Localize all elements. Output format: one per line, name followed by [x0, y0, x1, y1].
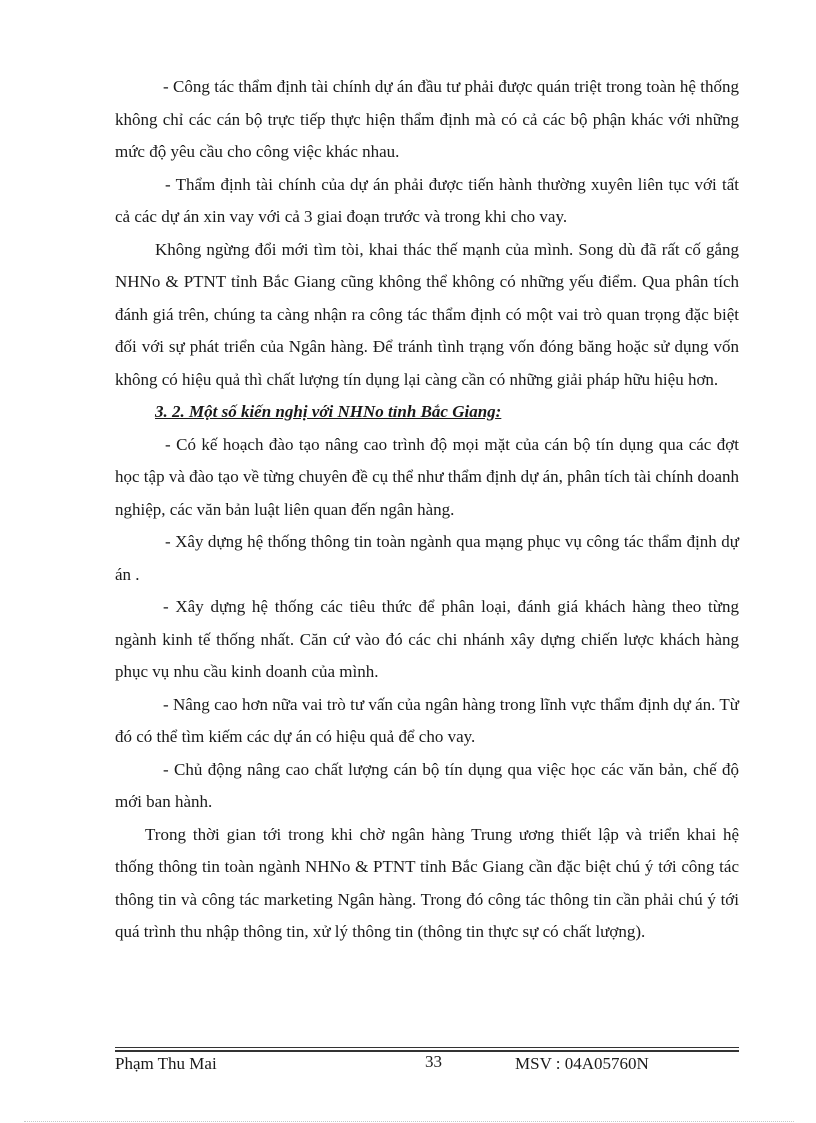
paragraph-appraisal-scope: - Công tác thẩm định tài chính dự án đầu tư phải được quán triệt trong toàn hệ thống không chỉ các cán bộ trực tiếp thực hiện thẩm định mà có cả các bộ phận khác với những mức độ yêu cầu cho công việc khác nhau. — [115, 77, 739, 161]
section-heading: 3. 2. Một số kiến nghị với NHNo tỉnh Bắc Giang: — [155, 402, 502, 421]
closing-paragraph: Trong thời gian tới trong khi chờ ngân hàng Trung ương thiết lập và triển khai hệ thống thông tin toàn ngành NHNo & PTNT tỉnh Bắc Giang cần đặc biệt chú ý tới công tác thông tin và công tác marketing Ngân hàng. Trong đó công tác thông tin cần phải chú ý tới quá trình thu nhập thông tin, xử lý thông tin (thông tin thực sự có chất lượng). — [115, 824, 739, 941]
page-edge — [24, 1121, 794, 1122]
page-number: 33 — [425, 1052, 442, 1071]
recommendation-customer-criteria: - Xây dựng hệ thống các tiêu thức để phân loại, đánh giá khách hàng theo từng ngành kinh tế thống nhất. Căn cứ vào đó các chi nhánh xây dựng chiến lược khách hàng phục vụ nhu cầu kinh doanh của mình. — [115, 597, 739, 681]
footer-divider — [115, 1047, 739, 1048]
recommendation-staff-quality: - Chủ động nâng cao chất lượng cán bộ tín dụng qua việc học các văn bản, chế độ mới ban hành. — [115, 759, 739, 811]
document-body — [115, 71, 739, 949]
student-id: MSV : 04A05760N — [515, 1054, 649, 1073]
recommendation-advisory-role: - Nâng cao hơn nữa vai trò tư vấn của ngân hàng trong lĩnh vực thẩm định dự án. Từ đó có thể tìm kiếm các dự án có hiệu quả để cho vay. — [115, 694, 739, 746]
recommendation-information-system: - Xây dựng hệ thống thông tin toàn ngành qua mạng phục vụ công tác thẩm định dự án . — [115, 532, 739, 584]
recommendation-training: - Có kế hoạch đào tạo nâng cao trình độ mọi mặt của cán bộ tín dụng qua các đợt học tập và đào tạo về từng chuyên đề cụ thể như thẩm định dự án, phân tích tài chính doanh nghiệp, các văn bản luật liên quan đến ngân hàng. — [115, 434, 739, 519]
paragraph-appraisal-frequency: - Thẩm định tài chính của dự án phải được tiến hành thường xuyên liên tục với tất cả các dự án xin vay với cả 3 giai đoạn trước và trong khi cho vay. — [115, 174, 739, 226]
footer-author: Phạm Thu Mai — [115, 1054, 217, 1073]
paragraph-assessment: Không ngừng đổi mới tìm tòi, khai thác thế mạnh của mình. Song dù đã rất cố gắng NHNo & PTNT tỉnh Bắc Giang cũng không thể không có những yếu điểm. Qua phân tích đánh giá trên, chúng ta càng nhận ra công tác thẩm định có một vai trò quan trọng đặc biệt đối với sự phát triển của Ngân hàng. Để tránh tình trạng vốn đóng băng hoặc sử dụng vốn không có hiệu quả thì chất lượng tín dụng lại càng cần có những giải pháp hữu hiệu hơn. — [115, 239, 739, 389]
page-footer — [115, 1052, 739, 1076]
